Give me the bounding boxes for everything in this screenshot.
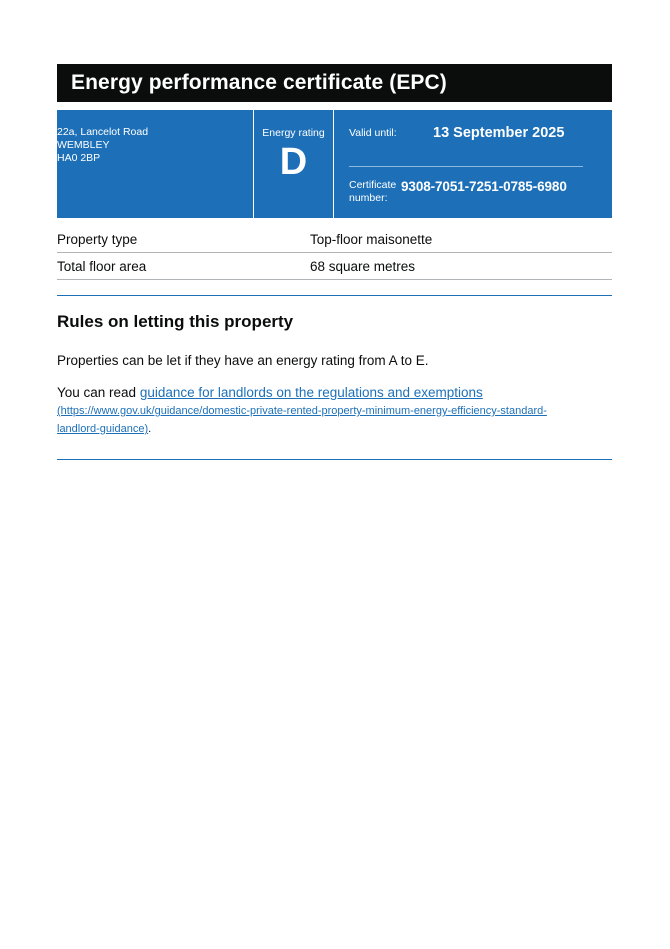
row-value: Top-floor maisonette <box>310 231 433 247</box>
energy-rating-grade: D <box>279 141 308 183</box>
table-row <box>57 226 612 253</box>
certificate-label-line-1: Certificate <box>349 179 397 191</box>
title-bar <box>57 64 612 102</box>
row-label: Property type <box>57 231 138 247</box>
valid-until-date: 13 September 2025 <box>433 125 565 141</box>
guidance-url-line-1[interactable]: (https://www.gov.uk/guidance/domestic-private-rented-property-minimum-energy-efficiency-standard- <box>57 405 547 417</box>
certificate-block <box>334 110 612 218</box>
certificate-number-label <box>349 179 401 205</box>
address-postcode: HA0 2BP <box>57 152 101 164</box>
guidance-paragraph <box>57 384 612 438</box>
row-label: Total floor area <box>57 258 147 274</box>
letting-paragraph: Properties can be let if they have an energy rating from A to E. <box>57 353 429 368</box>
energy-rating-label: Energy rating <box>262 127 325 139</box>
certificate-number-row <box>349 179 612 205</box>
energy-rating-block <box>254 110 334 218</box>
row-value: 68 square metres <box>310 258 416 274</box>
guidance-prefix: You can read <box>57 385 140 400</box>
valid-until-label: Valid until: <box>349 127 397 139</box>
guidance-url-line-2[interactable]: landlord-guidance) <box>57 423 149 435</box>
address-line-1: 22a, Lancelot Road <box>57 126 149 138</box>
address-line-2: WEMBLEY <box>57 139 110 151</box>
guidance-link[interactable]: guidance for landlords on the regulations and exemptions <box>139 385 483 400</box>
epc-page <box>57 64 612 460</box>
section-divider-bottom <box>57 459 612 460</box>
valid-until-row <box>349 125 612 155</box>
certificate-divider <box>349 166 583 167</box>
property-summary-table <box>57 226 612 280</box>
address-block <box>57 110 254 218</box>
letting-heading: Rules on letting this property <box>57 312 294 331</box>
page-title: Energy performance certificate (EPC) <box>71 71 447 94</box>
guidance-url-suffix: . <box>148 423 152 435</box>
epc-summary-box <box>57 110 612 218</box>
certificate-label-line-2: number: <box>349 192 388 204</box>
certificate-number: 9308-7051-7251-0785-6980 <box>401 179 567 194</box>
section-divider-top <box>57 295 612 296</box>
table-row <box>57 253 612 280</box>
